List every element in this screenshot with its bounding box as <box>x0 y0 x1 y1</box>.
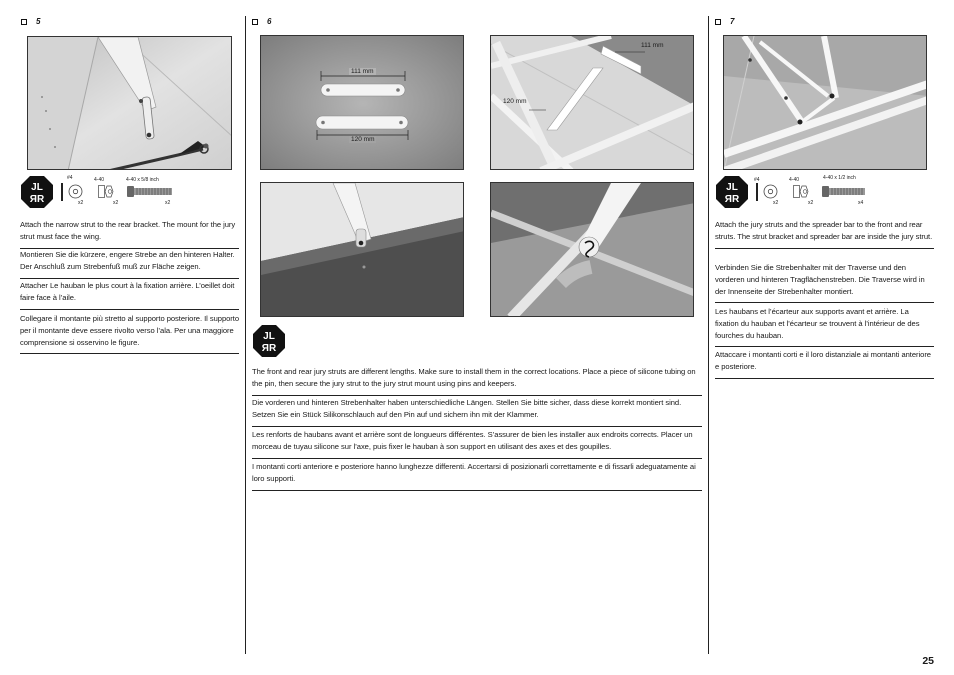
nut-label: 4-40 <box>94 177 105 183</box>
nut-qty: x2 <box>113 200 119 206</box>
column-divider-left <box>245 16 246 654</box>
washer-label: #4 <box>67 175 73 181</box>
install-icon <box>20 175 54 209</box>
nut-icon <box>793 185 809 198</box>
bolt-qty: x2 <box>165 200 171 206</box>
screwdriver-icon <box>61 183 63 201</box>
step-5-text-en: Attach the narrow strut to the rear bracket. The mount for the jury strut must face the wing. <box>20 219 239 249</box>
screwdriver-icon <box>756 183 758 201</box>
dim-label-111: 111 mm <box>641 42 664 49</box>
column-divider-right <box>708 16 709 654</box>
step-6-text-en: The front and rear jury struts are different lengths. Make sure to install them in the correct locations. Place a piece of silicone tubing on the pin, then secure the jury strut to the jury strut mount using pins and keepers. <box>252 366 702 396</box>
step-7-heading <box>715 17 734 26</box>
checkbox-icon[interactable] <box>715 19 721 25</box>
step-5-text-fr: Attacher Le hauban le plus court à la fixation arrière. L’oeillet doit faire face à l’aile. <box>20 280 239 310</box>
step-5-text-it: Collegare il montante più stretto al supporto posteriore. Il supporto per il montante deve essere rivolto verso l’ala. Per una maggiore comprensione si osservino le figure. <box>20 313 239 354</box>
step-number: 5 <box>36 17 41 26</box>
svg-text:ЯR: ЯR <box>724 194 740 205</box>
dim-label-120: 120 mm <box>351 136 375 143</box>
nut-icon <box>98 185 114 198</box>
bolt-qty: x4 <box>858 200 864 206</box>
step-7-text-de: Verbinden Sie die Strebenhalter mit der Traverse und den vorderen und hinteren Tragflächenstreben. Die Traverse wird in der Innenseite der Strebenhalter montiert. <box>715 262 934 303</box>
step-7-photo <box>723 35 927 170</box>
washer-qty: x2 <box>78 200 84 206</box>
washer-icon <box>763 184 778 199</box>
svg-text:ЯR: ЯR <box>261 343 277 354</box>
step-6-install-badge <box>252 324 288 360</box>
step-7-text-en: Attach the jury struts and the spreader bar to the front and rear struts. The strut bracket and spreader bar are inside the jury strut. <box>715 219 934 249</box>
step-6-text-it: I montanti corti anteriore e posteriore hanno lunghezze differenti. Accertarsi di posizionarli correttamente e di fissarli adeguatamente ai loro supporti. <box>252 461 702 491</box>
step-6-photo-struts <box>260 35 464 170</box>
checkbox-icon[interactable] <box>252 19 258 25</box>
checkbox-icon[interactable] <box>21 19 27 25</box>
step-6-text-de: Die vorderen und hinteren Strebenhalter haben unterschiedliche Längen. Stellen Sie bitte sicher, dass diese korrekt montiert sind. Setzen Sie ein Stück Silikonschlauch auf den Pin auf und sichern ihn mit der Klammer. <box>252 397 702 427</box>
step-6-text-fr: Les renforts de haubans avant et arrière sont de longueurs différentes. S’assurer de bien les installer aux endroits corrects. Placer un morceau de tuyau silicone sur l’axe, puis fixer le hauban à son support en utilisant des axes et des goupilles. <box>252 429 702 459</box>
step-5-heading <box>21 17 40 26</box>
nut-qty: x2 <box>808 200 814 206</box>
step-number: 6 <box>267 17 272 26</box>
washer-label: #4 <box>754 177 760 183</box>
washer-qty: x2 <box>773 200 779 206</box>
step-6-heading <box>252 17 271 26</box>
step-5-hardware-legend <box>20 175 220 211</box>
step-7-hardware-legend <box>715 175 915 211</box>
bolt-icon <box>127 186 173 197</box>
step-5-text-de: Montieren Sie die kürzere, engere Strebe an den hinteren Halter. Der Anschluß zum Strebenfuß muß zur Fläche zeigen. <box>20 249 239 279</box>
step-6-photo-pin <box>260 182 464 317</box>
bolt-label: 4-40 x 1/2 inch <box>823 175 856 181</box>
page-number: 25 <box>922 655 934 667</box>
step-6-photo-installed <box>490 35 694 170</box>
dim-label-111: 111 mm <box>351 68 374 75</box>
step-number: 7 <box>730 17 735 26</box>
bolt-icon <box>822 186 866 197</box>
dim-label-120: 120 mm <box>503 98 527 105</box>
svg-text:JL: JL <box>726 182 738 193</box>
nut-label: 4-40 <box>789 177 800 183</box>
install-icon <box>715 175 749 209</box>
step-7-text-it: Attaccare i montanti corti e il loro distanziale ai montanti anteriore e posteriore. <box>715 349 934 379</box>
step-7-text-fr: Les haubans et l’écarteur aux supports avant et arrière. La fixation du hauban et l’écarteur se trouvent à l’intérieur de des fourches du hauban. <box>715 306 934 347</box>
step-6-photo-clip <box>490 182 694 317</box>
washer-icon <box>68 184 83 199</box>
install-icon <box>252 324 286 358</box>
svg-text:JL: JL <box>263 331 275 342</box>
svg-text:JL: JL <box>31 182 43 193</box>
step-5-photo <box>27 36 232 170</box>
svg-text:ЯR: ЯR <box>29 194 45 205</box>
bolt-label: 4-40 x 5/8 inch <box>126 177 159 183</box>
